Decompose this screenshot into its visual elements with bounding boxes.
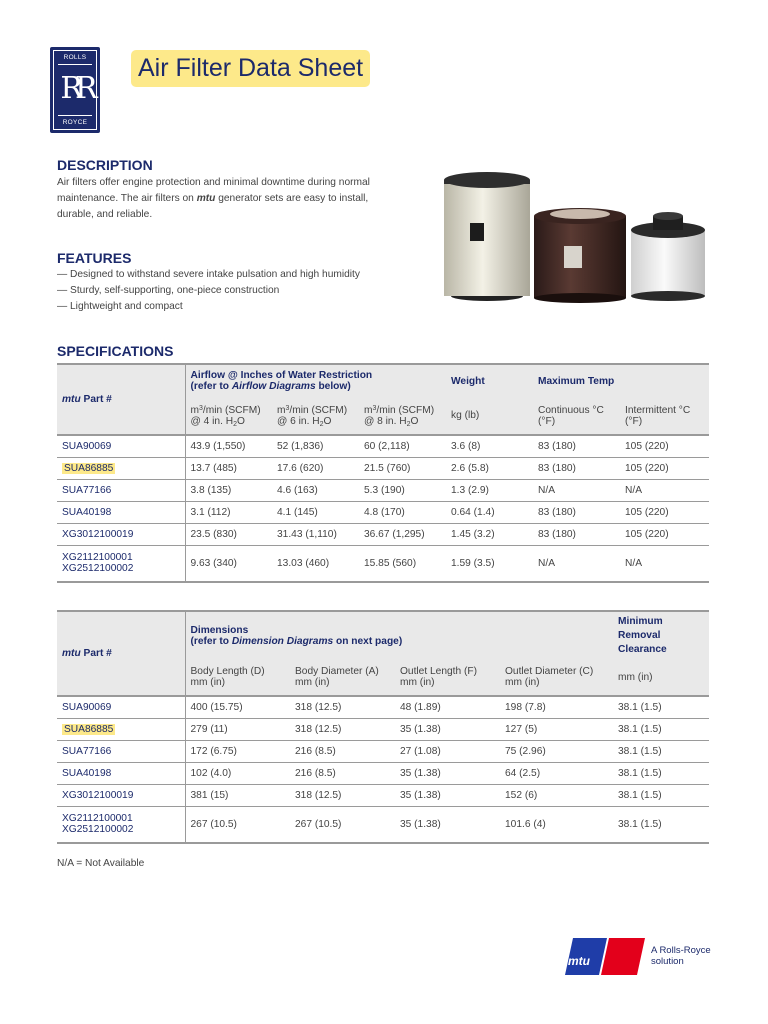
features-list <box>57 267 360 315</box>
part-number <box>57 718 185 740</box>
specifications-heading: SPECIFICATIONS <box>57 343 174 359</box>
dimensions-table <box>57 610 709 844</box>
min-removal-header: Minimum Removal Clearance <box>613 611 709 659</box>
part-number: SUA77166 <box>62 484 112 496</box>
page-title: Air Filter Data Sheet <box>131 50 370 87</box>
mtu-logo-text: mtu <box>568 954 590 968</box>
logo-top-word: ROLLS <box>63 54 87 61</box>
table-row: XG2112100001 XG2512100002 9.63 (340) 13.03 (460) 15.85 (560) 1.59 (3.5) N/A N/A <box>57 545 709 582</box>
footer-tagline: A Rolls-Royce solution <box>651 945 711 967</box>
part-number: SUA90069 <box>62 440 112 452</box>
airflow-header: Airflow @ Inches of Water Restriction (refer to Airflow Diagrams below) <box>185 364 446 397</box>
mtu-logo <box>563 938 645 975</box>
part-column-header: mtu Part # <box>57 611 185 696</box>
table-row: SUA86885 13.7 (485) 17.6 (620) 21.5 (760) 2.6 (5.8) 83 (180) 105 (220) <box>57 457 709 479</box>
part-number: SUA90069 <box>62 701 112 713</box>
table-row: SUA40198 102 (4.0) 216 (8.5) 35 (1.38) 64 (2.5) 38.1 (1.5) <box>57 762 709 784</box>
part-number: XG3012100019 <box>62 528 134 540</box>
na-footnote: N/A = Not Available <box>57 858 145 869</box>
highlighted-part: SUA86885 <box>64 723 114 735</box>
outlet-diameter-header: Outlet Diameter (C) mm (in) <box>500 659 613 696</box>
outlet-length-header: Outlet Length (F) mm (in) <box>395 659 500 696</box>
mtu-brand-text: mtu <box>196 193 216 204</box>
body-diameter-header: Body Diameter (A) mm (in) <box>290 659 395 696</box>
table-row: SUA77166 172 (6.75) 216 (8.5) 27 (1.08) 75 (2.96) 38.1 (1.5) <box>57 740 709 762</box>
body-length-header: Body Length (D) mm (in) <box>185 659 290 696</box>
airflow-6in-header: $m^3/\min$ (SCFM) @ 6 in. H2O <box>272 397 359 435</box>
description-heading: DESCRIPTION <box>57 157 153 173</box>
weight-header: Weight <box>446 364 533 397</box>
table-row: SUA90069 400 (15.75) 318 (12.5) 48 (1.89) 198 (7.8) 38.1 (1.5) <box>57 696 709 718</box>
continuous-temp-header: Continuous °C (°F) <box>533 397 620 435</box>
logo-bottom-word: ROYCE <box>62 119 88 126</box>
feature-item: — Designed to withstand severe intake pulsation and high humidity <box>57 269 360 280</box>
part-number: SUA40198 <box>62 767 112 779</box>
table-row: SUA77166 3.8 (135) 4.6 (163) 5.3 (190) 1.3 (2.9) N/A N/A <box>57 479 709 501</box>
feature-item: — Lightweight and compact <box>57 301 183 312</box>
table-row: XG3012100019 381 (15) 318 (12.5) 35 (1.38) 152 (6) 38.1 (1.5) <box>57 784 709 806</box>
table-row: XG2112100001 XG2512100002 267 (10.5) 267 (10.5) 35 (1.38) 101.6 (4) 38.1 (1.5) <box>57 806 709 843</box>
table-row: XG3012100019 23.5 (830) 31.43 (1,110) 36.67 (1,295) 1.45 (3.2) 83 (180) 105 (220) <box>57 523 709 545</box>
description-text: Air filters offer engine protection and minimal downtime during normal maintenance. The air filters on mtu generator sets are easy to install, durable, and reliable. <box>57 177 370 220</box>
airflow-8in-header: $m^3/\min$ (SCFM) @ 8 in. H2O <box>359 397 446 435</box>
features-heading: FEATURES <box>57 250 132 266</box>
part-number: SUA77166 <box>62 745 112 757</box>
min-removal-unit-header: mm (in) <box>613 659 709 696</box>
part-number: XG3012100019 <box>62 789 134 801</box>
airflow-4in-header: $m^3/\min$ (SCFM) @ 4 in. H2O <box>185 397 272 435</box>
part-number <box>57 457 185 479</box>
table-row: SUA40198 3.1 (112) 4.1 (145) 4.8 (170) 0.64 (1.4) 83 (180) 105 (220) <box>57 501 709 523</box>
part-number: SUA40198 <box>62 506 112 518</box>
feature-item: — Sturdy, self-supporting, one-piece construction <box>57 285 280 296</box>
rolls-royce-logo <box>50 47 100 133</box>
dimensions-header: Dimensions (refer to Dimension Diagrams on next page) <box>185 611 613 659</box>
highlighted-part: SUA86885 <box>64 462 114 474</box>
part-number: XG2112100001 XG2512100002 <box>62 813 134 836</box>
part-column-header: mtu Part # <box>57 364 185 435</box>
table-row: SUA90069 43.9 (1,550) 52 (1,836) 60 (2,118) 3.6 (8) 83 (180) 105 (220) <box>57 435 709 457</box>
table-row: SUA86885 279 (11) 318 (12.5) 35 (1.38) 127 (5) 38.1 (1.5) <box>57 718 709 740</box>
weight-unit-header: kg (lb) <box>446 397 533 435</box>
part-number: XG2112100001 XG2512100002 <box>62 552 134 575</box>
specifications-table <box>57 363 709 583</box>
logo-monogram: RR <box>60 71 90 106</box>
max-temp-header: Maximum Temp <box>533 364 709 397</box>
air-filters-photo <box>440 168 708 305</box>
intermittent-temp-header: Intermittent °C (°F) <box>620 397 709 435</box>
